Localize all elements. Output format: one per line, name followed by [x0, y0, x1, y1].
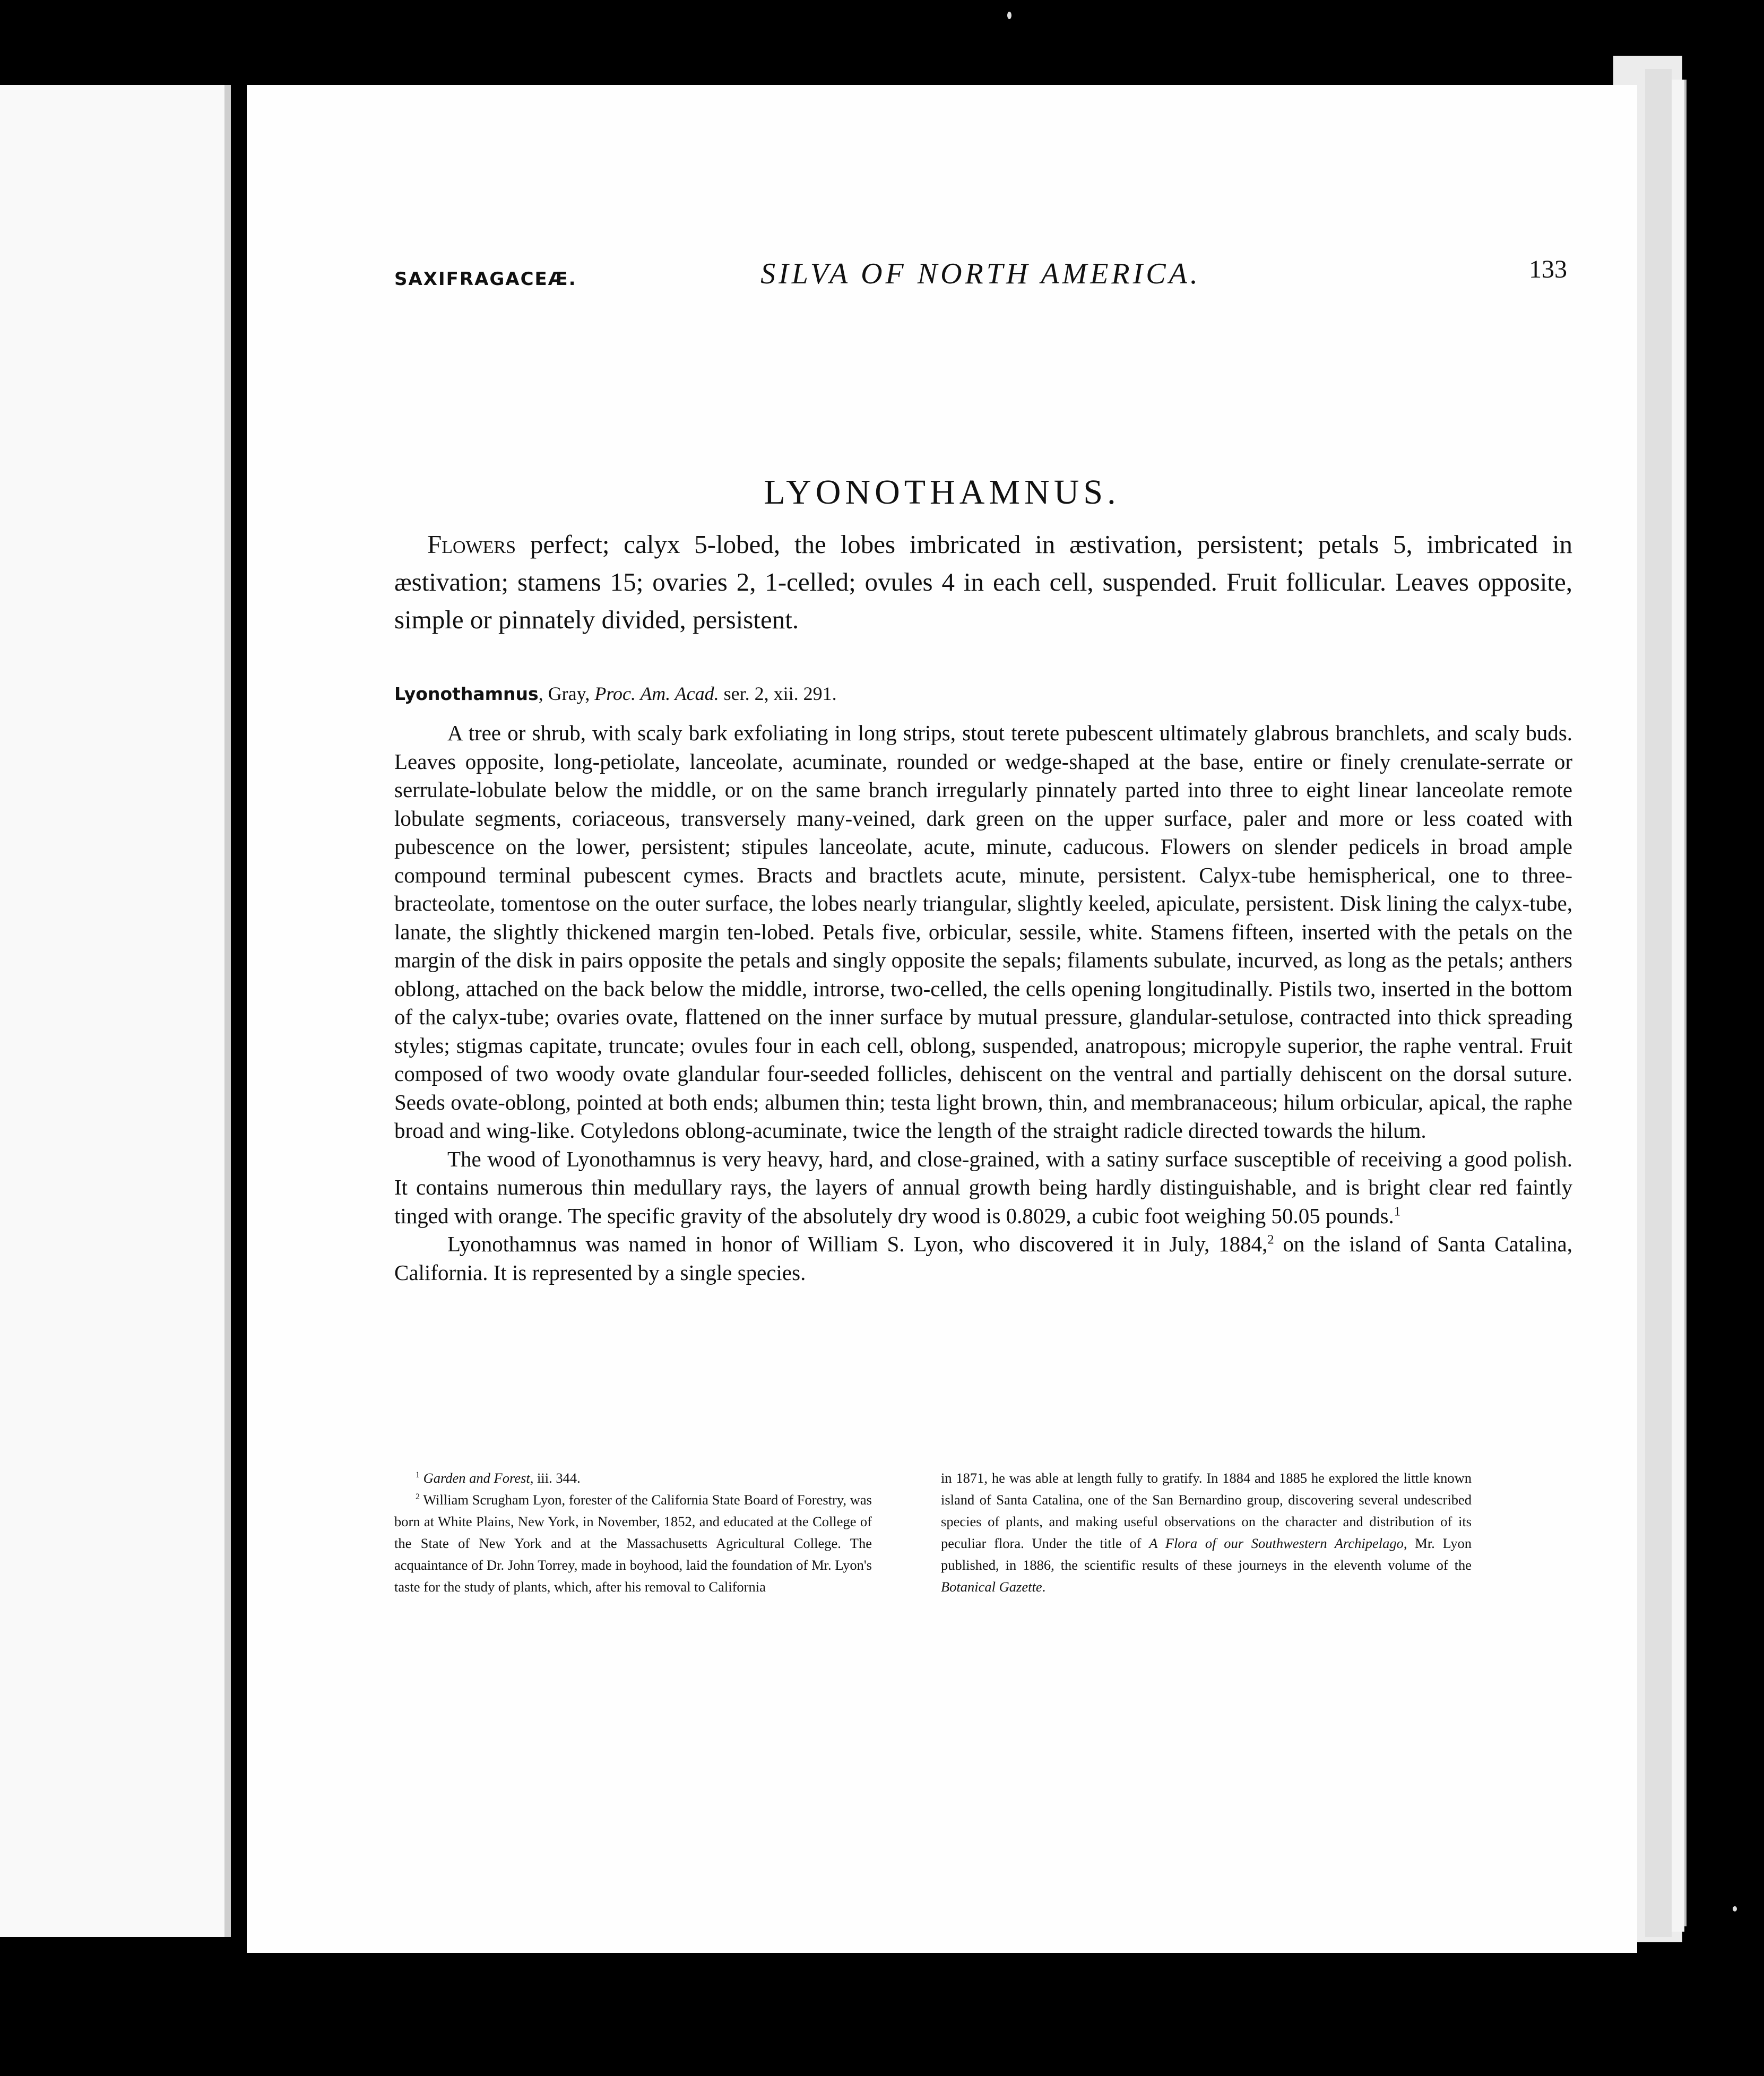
description-paragraph	[394, 719, 1572, 1145]
diagnosis-text: perfect; calyx 5-lobed, the lobes imbricated in æstivation, persistent; petals 5, imbricated in æstivation; stamens 15; ovaries 2, 1-celled; ovules 4 in each cell, suspended. Fruit follicular. Leaves opposite, simple or pinnately divided, persistent.	[394, 530, 1572, 634]
body-text	[394, 719, 1572, 1287]
naming-text-a: Lyonothamnus was named in honor of William S. Lyon, who discovered it in July, 1884,	[447, 1232, 1268, 1256]
footnote-2-text-c: .	[1042, 1579, 1046, 1595]
footnote-2-text-a: in 1871, he was able at length fully to gratify. In 1884 and 1885 he explored the little known island of Santa Catalina, one of the San Bernardino group, discovering several undescribed species of plants, and making useful observations on the character and distribution of its peculiar flora. Under the title of	[941, 1470, 1472, 1551]
scan-speck	[1007, 12, 1011, 19]
description-text: A tree or shrub, with scaly bark exfoliating in long strips, stout terete pubescent ultimately glabrous branchlets, and scaly buds. Leaves opposite, long-petiolate, lanceolate, acuminate, rounded or wedge-shaped at the base, entire or finely crenulate-serrate or serrulate-lobulate below the middle, or on the same branch irregularly pinnately parted into three to eight linear lanceolate remote lobulate segments, coriaceous, transversely many-veined, dark green on the upper surface, paler and more or less coated with pubescence on the lower, persistent; stipules lanceolate, acute, minute, caducous. Flowers on slender pedicels in broad ample compound terminal pubescent cymes. Bracts and bractlets acute, minute, persistent. Calyx-tube hemispherical, one to three-bracteolate, tomentose on the outer surface, the lobes nearly triangular, slightly keeled, apiculate, persistent. Disk lining the calyx-tube, lanate, the slightly thickened margin ten-lobed. Petals five, orbicular, sessile, white. Stamens fifteen, inserted with the petals on the margin of the disk in pairs opposite the petals and singly opposite the sepals; filaments subulate, incurved, as long as the petals; anthers oblong, attached on the back below the middle, introrse, two-celled, the cells opening longitudinally. Pistils two, inserted in the bottom of the calyx-tube; ovaries ovate, flattened on the inner surface by mutual pressure, glandular-setulose, contracted into thick spreading styles; stigmas capitate, truncate; ovules four in each cell, oblong, suspended, anatropous; micropyle superior, the raphe ventral. Fruit composed of two woody ovate glandular four-seeded follicles, dehiscent on the ventral and partially dehiscent on the dorsal suture. Seeds ovate-oblong, pointed at both ends; albumen thin; testa light brown, thin, and membranaceous; hilum orbicular, apical, the raphe broad and wing-like. Cotyledons oblong-acuminate, twice the length of the straight radicle directed towards the hilum.	[394, 721, 1572, 1143]
citation-author: , Gray,	[538, 683, 595, 704]
footnote-1-ref: , iii. 344.	[530, 1470, 581, 1486]
wood-paragraph	[394, 1145, 1572, 1231]
genus-citation	[394, 680, 1572, 707]
citation-ref: ser. 2, xii. 291.	[719, 683, 837, 704]
citation-genus: Lyonothamnus	[394, 684, 539, 704]
family-name: SAXIFRAGACEÆ.	[394, 269, 577, 290]
naming-paragraph	[394, 1230, 1572, 1287]
footnote-column-right	[941, 1467, 1472, 1598]
page-edge	[1645, 69, 1672, 1937]
genus-diagnosis	[394, 525, 1572, 638]
diagnosis-lead: Flowers	[427, 530, 516, 559]
footnote-2-mark: 2	[416, 1492, 420, 1502]
footnote-2-book-title: A Flora of our Southwestern Archipelago	[1149, 1535, 1404, 1551]
running-head	[394, 255, 1567, 302]
footnote-column-left	[394, 1467, 872, 1598]
footnote-1-mark: 1	[416, 1471, 420, 1480]
citation-journal: Proc. Am. Acad.	[594, 683, 719, 704]
facing-page	[0, 85, 231, 1937]
page-edge-line	[1684, 80, 1687, 1926]
page-number: 133	[1529, 255, 1567, 283]
naming-text-b: on the island of Santa Catalina, California. It is represented by a single species.	[394, 1232, 1573, 1285]
book-page	[247, 85, 1637, 1953]
book-title: SILVA OF NORTH AMERICA.	[760, 257, 1201, 290]
wood-text: The wood of Lyonothamnus is very heavy, hard, and close-grained, with a satiny surface susceptible of receiving a good polish. It contains numerous thin medullary rays, the layers of annual growth being hardly distinguishable, and is bright clear red faintly tinged with orange. The specific gravity of the absolutely dry wood is 0.8029, a cubic foot weighing 50.05 pounds.	[394, 1146, 1572, 1228]
page-edge	[1672, 80, 1684, 1932]
footnote-1	[394, 1467, 872, 1489]
genus-title: LYONOTHAMNUS.	[764, 473, 1120, 512]
footnote-1-title: Garden and Forest	[423, 1470, 530, 1486]
footnote-2-text: William Scrugham Lyon, forester of the California State Board of Forestry, was born at White Plains, New York, in November, 1852, and educated at the College of the State of New York and at the Massachusetts Agricultural College. The acquaintance of Dr. John Torrey, made in boyhood, laid the foundation of Mr. Lyon's taste for the study of plants, which, after his removal to California	[394, 1492, 872, 1595]
footnote-2-journal: Botanical Gazette	[941, 1579, 1042, 1595]
footnote-ref-2: 2	[1267, 1232, 1274, 1247]
footnote-2-text-b: , Mr. Lyon published, in 1886, the scientific results of these journeys in the eleventh volume of the	[941, 1535, 1472, 1573]
scan-speck	[1733, 1906, 1737, 1911]
footnotes	[394, 1467, 1572, 1627]
footnote-ref-1: 1	[1394, 1204, 1401, 1218]
footnote-2	[394, 1489, 872, 1598]
footnote-2-continued	[941, 1467, 1472, 1598]
